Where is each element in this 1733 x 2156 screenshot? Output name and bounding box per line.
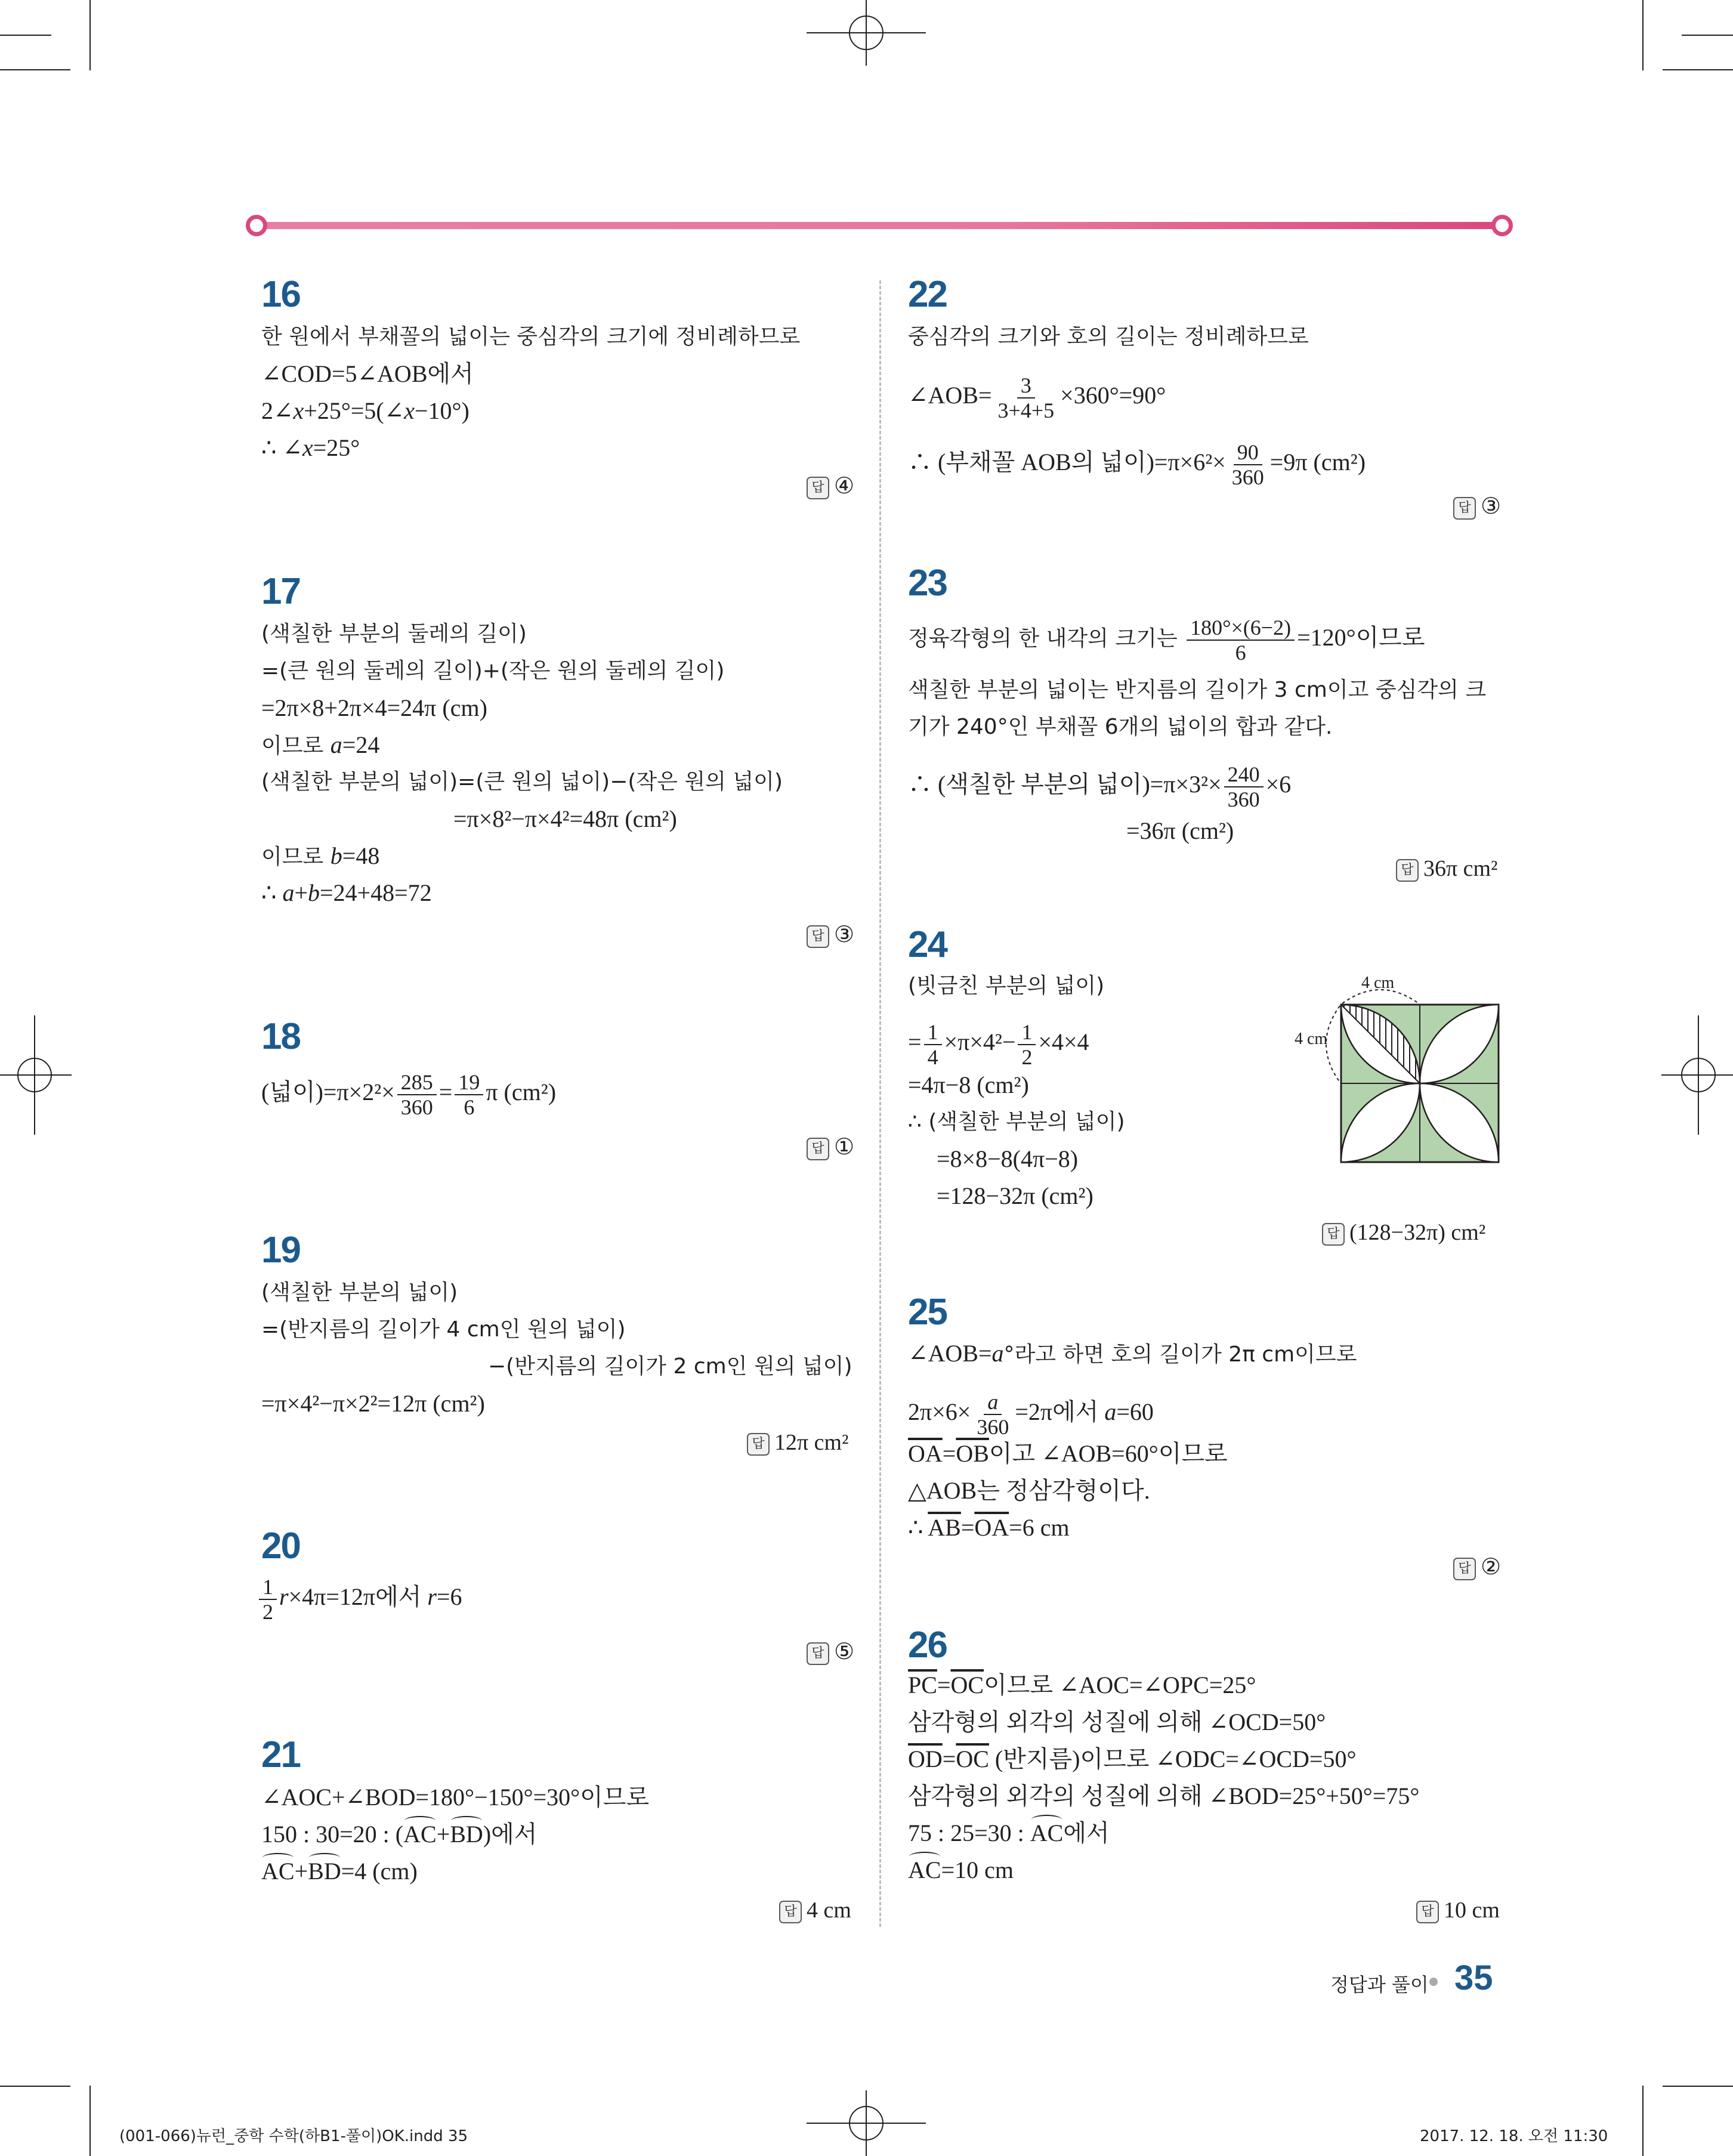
q24-figure bbox=[1295, 970, 1503, 1167]
registration-mark-right bbox=[1661, 1015, 1733, 1135]
q16-line-3: 2∠x+25°=5(∠x−10°) bbox=[261, 397, 469, 424]
answer-mark-icon: 답 bbox=[1322, 1223, 1345, 1246]
q22-line-1: 중심각의 크기와 호의 길이는 정비례하므로 bbox=[908, 325, 1309, 349]
q26-line-2: 삼각형의 외각의 성질에 의해 ∠OCD=50° bbox=[908, 1709, 1326, 1735]
q19-line-3: −(반지름의 길이가 2 cm인 원의 넓이) bbox=[488, 1354, 852, 1379]
slug-date-info: 2017. 12. 18. 오전 11:30 bbox=[1420, 2127, 1608, 2145]
q19-line-1: (색칠한 부분의 넓이) bbox=[261, 1280, 458, 1305]
answer-mark-icon: 답 bbox=[747, 1433, 770, 1456]
q17-line-5: (색칠한 부분의 넓이)=(큰 원의 넓이)−(작은 원의 넓이) bbox=[261, 770, 783, 794]
q24-line-6: =128−32π (cm²) bbox=[937, 1182, 1093, 1209]
answer-mark-icon: 답 bbox=[1453, 497, 1476, 520]
registration-mark-left bbox=[0, 1015, 72, 1135]
q22-answer: 답 ③ bbox=[1453, 493, 1501, 520]
problem-number-25: 25 bbox=[908, 1292, 947, 1333]
q25-line-3: $\overline{OA}=\overline{OB}$이고 ∠AOB=60°이므로 bbox=[908, 1440, 1228, 1467]
q24-square-leaf-diagram bbox=[1295, 970, 1503, 1167]
q21-line-1: ∠AOC+∠BOD=180°−150°=30°이므로 bbox=[261, 1784, 650, 1811]
q24-line-2: = $\frac{1}{4}$ ×π×4²− $\frac{1}{2}$ ×4×4 bbox=[908, 1020, 1089, 1069]
q26-line-6: AC=10 cm bbox=[908, 1855, 1014, 1885]
footer-dot-icon bbox=[1429, 1978, 1438, 1986]
q24-line-4: ∴ (색칠한 부분의 넓이) bbox=[908, 1110, 1125, 1134]
q21-answer: 답 4 cm bbox=[779, 1897, 851, 1923]
q18-line-1: (넓이)=π×2²× $\frac{285}{360}$ = $\frac{19}{6}$ π (cm²) bbox=[261, 1070, 557, 1119]
q24-line-5: =8×8−8(4π−8) bbox=[937, 1145, 1079, 1172]
q16-line-4: ∴ ∠x=25° bbox=[261, 434, 360, 461]
q23-line-2: 색칠한 부분의 넓이는 반지름의 길이가 3 cm이고 중심각의 크 bbox=[908, 678, 1487, 702]
q25-line-5: ∴ $\overline{AB}=\overline{OA}=6$ cm bbox=[908, 1514, 1070, 1541]
fraction: $\frac{3}{3+4+5}$ bbox=[997, 373, 1055, 422]
q17-line-3: =2π×8+2π×4=24π (cm) bbox=[261, 694, 487, 721]
answer-mark-icon: 답 bbox=[807, 1642, 829, 1665]
q19-line-4: =π×4²−π×2²=12π (cm²) bbox=[261, 1390, 485, 1417]
q23-line-1: 정육각형의 한 내각의 크기는 $\frac{180^\circ\times(6-2)}{6}$ =120°이므로 bbox=[908, 616, 1425, 665]
header-bar-right-dot bbox=[1491, 215, 1513, 236]
problem-number-19: 19 bbox=[261, 1230, 300, 1271]
problem-number-24: 24 bbox=[908, 924, 947, 965]
header-bar-left-dot bbox=[246, 215, 267, 236]
q16-line-2: ∠COD=5∠AOB에서 bbox=[261, 360, 474, 387]
q23-line-3: 기가 240°인 부채꼴 6개의 넓이의 합과 같다. bbox=[908, 715, 1333, 739]
problem-number-17: 17 bbox=[261, 571, 300, 612]
q22-line-2: ∠AOB= $\frac{3}{3+4+5}$ ×360°=90° bbox=[908, 373, 1166, 422]
problem-number-20: 20 bbox=[261, 1525, 300, 1567]
q16-answer: 답 ④ bbox=[807, 472, 854, 499]
problem-number-18: 18 bbox=[261, 1016, 300, 1057]
problem-number-26: 26 bbox=[908, 1624, 947, 1666]
q19-answer: 답 12π cm² bbox=[747, 1429, 849, 1456]
q17-line-6: =π×8²−π×4²=48π (cm²) bbox=[453, 805, 677, 832]
fraction: $\frac{90}{360}$ bbox=[1231, 440, 1264, 489]
q17-answer: 답 ③ bbox=[807, 921, 854, 948]
q23-answer: 답 36π cm² bbox=[1396, 855, 1498, 882]
q26-answer: 답 10 cm bbox=[1416, 1897, 1500, 1923]
fraction: $\frac{240}{360}$ bbox=[1224, 762, 1264, 811]
footer-label: 정답과 풀이 bbox=[1330, 1973, 1429, 1996]
q23-line-4: ∴ (색칠한 부분의 넓이)=π×3²× $\frac{240}{360}$ ×6 bbox=[908, 762, 1292, 811]
q20-answer: 답 ⑤ bbox=[807, 1638, 854, 1665]
answer-mark-icon: 답 bbox=[807, 477, 829, 499]
q18-answer: 답 ① bbox=[807, 1133, 854, 1160]
fraction: $\frac{1}{2}$ bbox=[1018, 1020, 1036, 1069]
answer-mark-icon: 답 bbox=[807, 1138, 829, 1160]
header-bar bbox=[251, 222, 1503, 229]
answer-mark-icon: 답 bbox=[1416, 1901, 1439, 1923]
q25-line-4: △AOB는 정삼각형이다. bbox=[908, 1477, 1150, 1504]
fraction: $\frac{180^\circ\times(6-2)}{6}$ bbox=[1187, 616, 1295, 665]
q19-line-2: =(반지름의 길이가 4 cm인 원의 넓이) bbox=[261, 1317, 626, 1342]
q16-line-1: 한 원에서 부채꼴의 넓이는 중심각의 크기에 정비례하므로 bbox=[261, 325, 801, 349]
slug-file-info: (001-066)뉴런_중학 수학(하B1-풀이)OK.indd 35 bbox=[119, 2127, 468, 2145]
q26-line-3: $\overline{OD}=\overline{OC}$ (반지름)이므로 ∠ODC=∠OCD=50° bbox=[908, 1746, 1357, 1772]
answer-mark-icon: 답 bbox=[1396, 859, 1419, 882]
page-number: 35 bbox=[1454, 1959, 1493, 1997]
q17-line-1: (색칠한 부분의 둘레의 길이) bbox=[261, 622, 527, 646]
q17-line-7: 이므로 b=48 bbox=[261, 842, 380, 869]
answer-mark-icon: 답 bbox=[779, 1901, 802, 1923]
answer-mark-icon: 답 bbox=[1453, 1558, 1476, 1580]
q25-line-2: 2π×6× $\frac{a}{360}$ =2π에서 a=60 bbox=[908, 1390, 1154, 1439]
answer-mark-icon: 답 bbox=[807, 925, 829, 948]
q22-line-3: ∴ (부채꼴 AOB의 넓이)=π×6²× $\frac{90}{360}$ =9π (cm²) bbox=[908, 440, 1366, 489]
registration-mark-top bbox=[807, 0, 926, 66]
q24-answer: 답 (128−32π) cm² bbox=[1322, 1219, 1485, 1246]
q24-figure-label-top: 4 cm bbox=[1361, 974, 1395, 992]
q20-line-1: $\frac{1}{2}$ r×4π=12π에서 r=6 bbox=[257, 1575, 462, 1624]
q17-line-8: ∴ a+b=24+48=72 bbox=[261, 879, 432, 906]
q26-line-4: 삼각형의 외각의 성질에 의해 ∠BOD=25°+50°=75° bbox=[908, 1783, 1420, 1809]
q21-line-2: 150 : 30=20 : (AC+BD)에서 bbox=[261, 1820, 537, 1849]
fraction: $\frac{a}{360}$ bbox=[977, 1390, 1009, 1439]
registration-mark-bottom bbox=[807, 2090, 926, 2156]
q21-line-3: AC+BD=4 (cm) bbox=[261, 1857, 418, 1886]
q26-line-1: $\overline{PC}=\overline{OC}$이므로 ∠AOC=∠OPC=25° bbox=[908, 1672, 1256, 1698]
problem-number-21: 21 bbox=[261, 1734, 300, 1775]
q26-line-5: 75 : 25=30 : AC에서 bbox=[908, 1818, 1110, 1848]
q25-line-1: ∠AOB=a°라고 하면 호의 길이가 2π cm이므로 bbox=[908, 1340, 1357, 1367]
problem-number-22: 22 bbox=[908, 274, 947, 315]
problem-number-16: 16 bbox=[261, 274, 300, 315]
fraction: $\frac{19}{6}$ bbox=[455, 1070, 483, 1119]
q17-line-4: 이므로 a=24 bbox=[261, 731, 380, 758]
fraction: $\frac{1}{4}$ bbox=[924, 1020, 942, 1069]
fraction: $\frac{1}{2}$ bbox=[259, 1575, 277, 1624]
column-divider bbox=[879, 280, 881, 1927]
q17-line-2: =(큰 원의 둘레의 길이)+(작은 원의 둘레의 길이) bbox=[261, 659, 725, 683]
fraction: $\frac{285}{360}$ bbox=[397, 1070, 437, 1119]
q24-line-3: =4π−8 (cm²) bbox=[908, 1071, 1029, 1098]
q24-line-1: (빗금친 부분의 넓이) bbox=[908, 974, 1105, 998]
q23-line-5: =36π (cm²) bbox=[1126, 817, 1234, 844]
q24-figure-label-left: 4 cm bbox=[1295, 1030, 1328, 1048]
problem-number-23: 23 bbox=[908, 563, 947, 604]
q25-answer: 답 ② bbox=[1453, 1553, 1501, 1580]
